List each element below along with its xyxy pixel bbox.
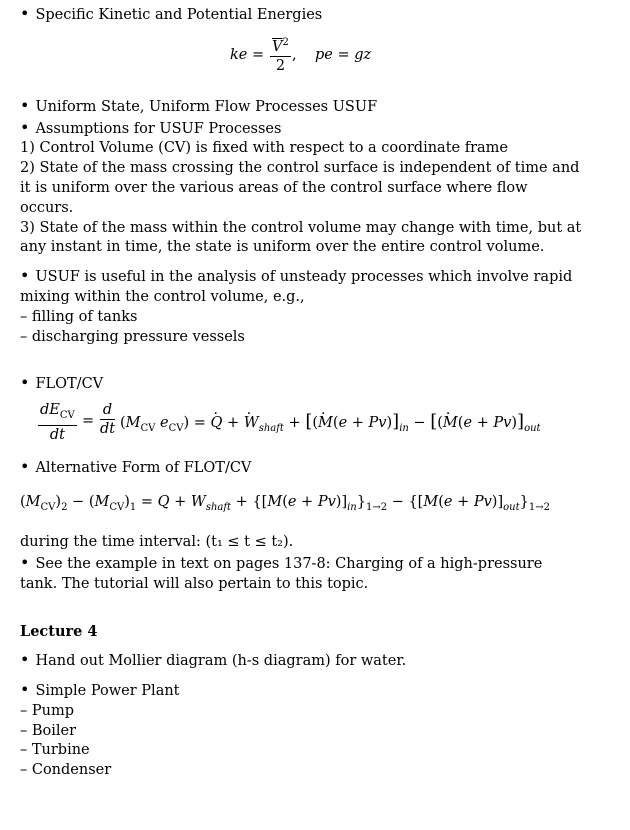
assumptions-title: • Assumptions for USUF Processes xyxy=(20,118,582,140)
example-reference-text: • See the example in text on pages 137-8: Charging of a high-pressure tank. The tutorial will also pertain to this topic. xyxy=(20,553,582,595)
section-title-energies: • Specific Kinetic and Potential Energies xyxy=(20,4,582,26)
equation-flot-cv: $dE_{CV}$ dt = $\frac{d}{dt}$ ($M_{CV}$ $e_{CV}$) = · Q + · $W_{shaft}$ + [(· $M(e + Pv)]_{in}$ − [(· $M(e + Pv)]_{out}$ xyxy=(20,401,582,443)
equation-alt-form: $(M_{CV})_2 - (M_{CV})_1 = Q + W_{shaft} + \{[M(e + Pv)]_{in}\}_{1\to 2} - \{[M(e + Pv)]_{out}\}_{1\to 2}$ xyxy=(20,493,550,513)
component-condenser: – Condenser xyxy=(20,762,112,779)
usuf-useful-text: • USUF is useful in the analysis of unsteady processes which involve rapid mixing within the control volume, e.g., xyxy=(20,266,582,308)
document-page xyxy=(20,4,582,781)
component-turbine: – Turbine xyxy=(20,742,90,759)
example-discharging-vessels: – discharging pressure vessels xyxy=(20,328,245,345)
equation-ke-pe xyxy=(20,34,582,78)
assumption-3: 3) State of the mass within the control volume may change with time, but at any instant in time, the state is uniform over the entire control volume. xyxy=(20,219,582,256)
usuf-title: • Uniform State, Uniform Flow Processes USUF xyxy=(20,96,582,118)
power-plant-title: • Simple Power Plant xyxy=(20,680,582,702)
eq-ke-comma: , xyxy=(292,46,297,63)
assumption-2: 2) State of the mass crossing the control surface is independent of time and it is uniform over the various areas of the control surface where flow occurs. xyxy=(20,160,580,216)
component-boiler: – Boiler xyxy=(20,722,77,739)
alt-form-title: • Alternative Form of FLOT/CV xyxy=(20,457,582,479)
example-filling-tanks: – filling of tanks xyxy=(20,308,138,325)
eq-ke-fraction: $\frac{\overline{V}^2}{2}$ xyxy=(270,34,291,75)
assumption-1: 1) Control Volume (CV) is fixed with respect to a coordinate frame xyxy=(20,140,508,157)
eq-pe: pe = gz xyxy=(315,46,372,63)
time-interval-text: during the time interval: (t₁ ≤ t ≤ t₂). xyxy=(20,533,294,550)
mollier-handout-text: • Hand out Mollier diagram (h-s diagram) for water. xyxy=(20,650,582,672)
lecture-4-heading: Lecture 4 xyxy=(20,623,98,641)
component-pump: – Pump xyxy=(20,702,74,719)
flot-cv-title: • FLOT/CV xyxy=(20,373,582,395)
eq-ke-label: ke = xyxy=(230,46,265,63)
